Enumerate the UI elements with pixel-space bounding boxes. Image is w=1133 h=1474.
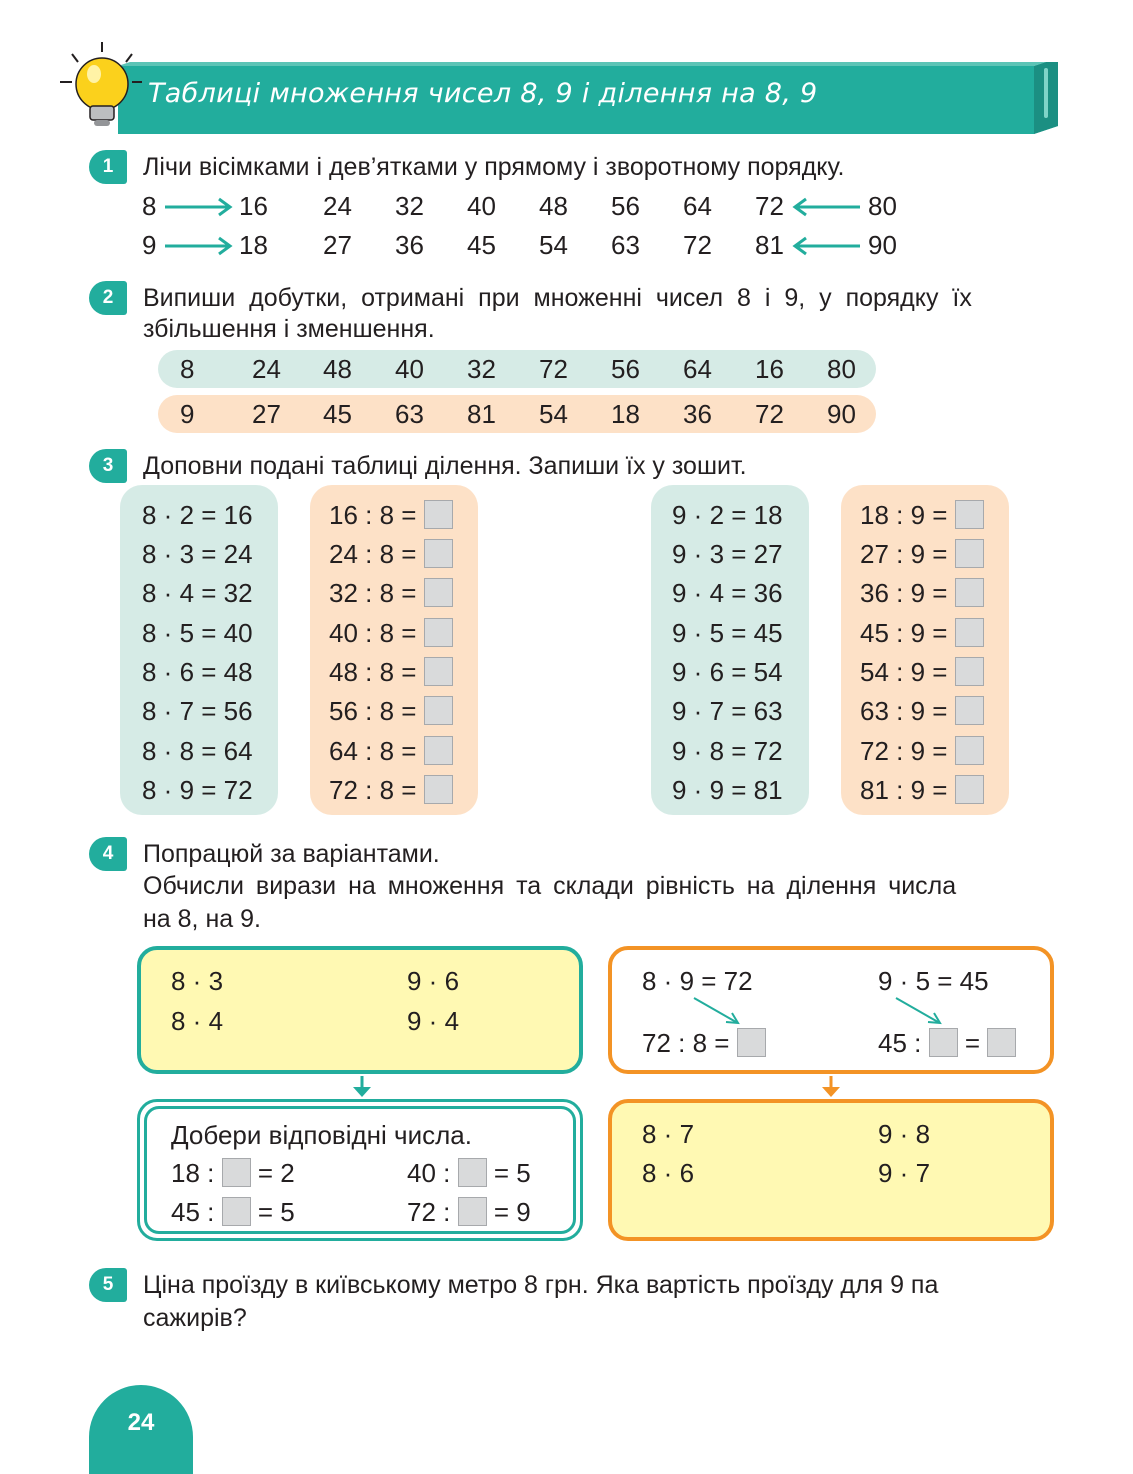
- product-value: 36: [683, 399, 712, 429]
- equation: 8 · 5 = 40: [142, 618, 253, 648]
- answer-box[interactable]: [424, 618, 453, 647]
- product-value: 27: [252, 399, 281, 429]
- equation-text: 45 : 9 =: [860, 618, 948, 648]
- answer-box[interactable]: [424, 775, 453, 804]
- count-number: 45: [467, 230, 496, 260]
- answer-box[interactable]: [222, 1158, 251, 1187]
- arrow-left-icon: [792, 197, 862, 217]
- equation-text: 45 :: [878, 1028, 922, 1058]
- product-value: 54: [539, 399, 568, 429]
- answer-box[interactable]: [955, 657, 984, 686]
- equation-text: 56 : 8 =: [329, 696, 417, 726]
- count-number: 81: [755, 230, 784, 260]
- div-equation: [860, 618, 984, 648]
- count-number: 32: [395, 191, 424, 221]
- equation: 9 · 7 = 63: [672, 696, 783, 726]
- answer-box[interactable]: [424, 736, 453, 765]
- product-value: 9: [180, 399, 195, 429]
- product-value: 24: [252, 354, 281, 384]
- equation-text: 72 : 9 =: [860, 736, 948, 766]
- variant-2-box: [608, 1099, 1054, 1241]
- div-equation: [329, 696, 453, 726]
- equation-text: 40 :: [407, 1158, 451, 1188]
- arrow-right-icon: [163, 236, 233, 256]
- answer-box[interactable]: [987, 1028, 1016, 1057]
- product-value: 80: [827, 354, 856, 384]
- hint-arrow-icon: [692, 996, 744, 1026]
- equation-text: 18 : 9 =: [860, 500, 948, 530]
- equation-text: = 5: [257, 1197, 295, 1227]
- answer-box[interactable]: [955, 696, 984, 725]
- expression: 9 · 7: [878, 1158, 931, 1188]
- product-value: 72: [755, 399, 784, 429]
- equation-text: 54 : 9 =: [860, 657, 948, 687]
- equation-text: =: [964, 1028, 981, 1058]
- equation: 9 · 6 = 54: [672, 657, 783, 687]
- equation-text: 81 : 9 =: [860, 775, 948, 805]
- match-equation: [407, 1197, 531, 1227]
- answer-box[interactable]: [955, 618, 984, 647]
- answer-box[interactable]: [955, 736, 984, 765]
- div-equation: [860, 500, 984, 530]
- div-equation: [329, 775, 453, 805]
- hint-arrow-icon: [894, 996, 946, 1026]
- div-equation: [860, 539, 984, 569]
- equation: 8 · 3 = 24: [142, 539, 253, 569]
- equation-text: 64 : 8 =: [329, 736, 417, 766]
- answer-box[interactable]: [424, 539, 453, 568]
- task4-text-line1: Попрацюй за варіантами.: [143, 840, 440, 868]
- count-number: 40: [467, 191, 496, 221]
- div-equation: [329, 500, 453, 530]
- product-value: 32: [467, 354, 496, 384]
- equation: 8 · 9 = 72: [142, 775, 253, 805]
- answer-box[interactable]: [424, 578, 453, 607]
- count-number: 18: [239, 230, 268, 260]
- answer-box[interactable]: [424, 657, 453, 686]
- div-equation: [329, 657, 453, 687]
- equation: 9 · 8 = 72: [672, 736, 783, 766]
- answer-box[interactable]: [955, 578, 984, 607]
- count-number: 36: [395, 230, 424, 260]
- task3-text: Доповни подані таблиці ділення. Запиши їх у зошит.: [143, 452, 747, 480]
- equation: 9 · 9 = 81: [672, 775, 783, 805]
- equation-text: 24 : 8 =: [329, 539, 417, 569]
- task-number-1: 1: [89, 150, 127, 184]
- task5-text-line1: Ціна проїзду в київському метро 8 грн. Яка вартість проїзду для 9 па: [143, 1271, 939, 1299]
- match-title: Добери відповідні числа.: [171, 1120, 472, 1150]
- expression: 8 · 6: [642, 1158, 695, 1188]
- page-title: Таблиці множення чисел 8, 9 і ділення на 8, 9: [148, 78, 818, 109]
- example-equation: 8 · 9 = 72: [642, 966, 753, 996]
- equation-text: 32 : 8 =: [329, 578, 417, 608]
- count-number: 16: [239, 191, 268, 221]
- count-number: 64: [683, 191, 712, 221]
- match-equation: [171, 1197, 295, 1227]
- product-value: 72: [539, 354, 568, 384]
- equation-text: 72 : 8 =: [329, 775, 417, 805]
- count-number: 27: [323, 230, 352, 260]
- equation-text: = 5: [493, 1158, 531, 1188]
- div-equation: [860, 657, 984, 687]
- count-number: 48: [539, 191, 568, 221]
- page-number: [89, 1385, 193, 1474]
- answer-box[interactable]: [737, 1028, 766, 1057]
- equation: 8 · 7 = 56: [142, 696, 253, 726]
- product-value: 90: [827, 399, 856, 429]
- equation-text: = 2: [257, 1158, 295, 1188]
- expression: 9 · 4: [407, 1006, 460, 1036]
- product-value: 81: [467, 399, 496, 429]
- light-bulb-icon: [58, 40, 142, 132]
- equation: 9 · 4 = 36: [672, 578, 783, 608]
- task-number-5: 5: [89, 1268, 127, 1302]
- count-number: 90: [868, 230, 897, 260]
- count-number: 9: [142, 230, 157, 260]
- equation-text: 36 : 9 =: [860, 578, 948, 608]
- count-number: 80: [868, 191, 897, 221]
- product-value: 56: [611, 354, 640, 384]
- count-number: 8: [142, 191, 157, 221]
- match-equation: [171, 1158, 295, 1188]
- arrow-down-icon: [819, 1076, 843, 1098]
- count-number: 54: [539, 230, 568, 260]
- answer-box[interactable]: [458, 1158, 487, 1187]
- div-equation: [329, 539, 453, 569]
- equation: 9 · 3 = 27: [672, 539, 783, 569]
- example-box: [608, 946, 1054, 1074]
- example-division: [642, 1028, 766, 1058]
- count-number: 63: [611, 230, 640, 260]
- product-value: 8: [180, 354, 195, 384]
- expression: 9 · 8: [878, 1119, 931, 1149]
- equation: 9 · 5 = 45: [672, 618, 783, 648]
- product-value: 64: [683, 354, 712, 384]
- equation-text: 48 : 8 =: [329, 657, 417, 687]
- answer-box[interactable]: [955, 775, 984, 804]
- expression: 9 · 6: [407, 966, 460, 996]
- equation-text: 72 : 8 =: [642, 1028, 730, 1058]
- answer-box[interactable]: [929, 1028, 958, 1057]
- div-equation: [860, 736, 984, 766]
- answer-box[interactable]: [424, 500, 453, 529]
- equation: 8 · 8 = 64: [142, 736, 253, 766]
- div-equation: [860, 696, 984, 726]
- arrow-down-icon: [350, 1076, 374, 1098]
- equation-text: 40 : 8 =: [329, 618, 417, 648]
- task4-text-line3: на 8, на 9.: [143, 905, 261, 933]
- equation-text: 18 :: [171, 1158, 215, 1188]
- answer-box[interactable]: [458, 1197, 487, 1226]
- task5-text-line2: сажирів?: [143, 1304, 247, 1332]
- count-number: 72: [683, 230, 712, 260]
- answer-box[interactable]: [222, 1197, 251, 1226]
- example-division: [878, 1028, 1016, 1058]
- task-number-3: 3: [89, 449, 127, 483]
- equation-text: 27 : 9 =: [860, 539, 948, 569]
- product-value: 63: [395, 399, 424, 429]
- answer-box[interactable]: [955, 500, 984, 529]
- task4-text-line2: Обчисли вирази на множення та склади рівність на ділення числа: [143, 872, 957, 900]
- div-equation: [329, 736, 453, 766]
- expression: 8 · 4: [171, 1006, 224, 1036]
- equation-text: = 9: [493, 1197, 531, 1227]
- task1-text: Лічи вісімками і дев’ятками у прямому і зворотному порядку.: [143, 153, 845, 181]
- product-value: 48: [323, 354, 352, 384]
- equation-text: 72 :: [407, 1197, 451, 1227]
- page-number-text: 24: [127, 1409, 155, 1436]
- answer-box[interactable]: [955, 539, 984, 568]
- equation-text: 45 :: [171, 1197, 215, 1227]
- equation: 8 · 6 = 48: [142, 657, 253, 687]
- match-equation: [407, 1158, 531, 1188]
- task2-text-line1: Випиши добутки, отримані при множенні чисел 8 і 9, у порядку їх: [143, 284, 972, 312]
- div-equation: [860, 775, 984, 805]
- equation-text: 16 : 8 =: [329, 500, 417, 530]
- arrow-right-icon: [163, 197, 233, 217]
- count-number: 24: [323, 191, 352, 221]
- equation: 8 · 4 = 32: [142, 578, 253, 608]
- task-number-4: 4: [89, 837, 127, 871]
- arrow-left-icon: [792, 236, 862, 256]
- expression: 8 · 3: [171, 966, 224, 996]
- equation: 8 · 2 = 16: [142, 500, 253, 530]
- task-number-2: 2: [89, 281, 127, 315]
- match-numbers-box: [137, 1099, 583, 1241]
- example-equation: 9 · 5 = 45: [878, 966, 989, 996]
- product-value: 45: [323, 399, 352, 429]
- count-number: 72: [755, 191, 784, 221]
- count-number: 56: [611, 191, 640, 221]
- product-value: 16: [755, 354, 784, 384]
- equation-text: 63 : 9 =: [860, 696, 948, 726]
- div-equation: [329, 618, 453, 648]
- variant-1-box: [137, 946, 583, 1074]
- div-equation: [329, 578, 453, 608]
- product-value: 40: [395, 354, 424, 384]
- answer-box[interactable]: [424, 696, 453, 725]
- product-value: 18: [611, 399, 640, 429]
- div-equation: [860, 578, 984, 608]
- task2-text-line2: збільшення і зменшення.: [143, 315, 435, 343]
- expression: 8 · 7: [642, 1119, 695, 1149]
- equation: 9 · 2 = 18: [672, 500, 783, 530]
